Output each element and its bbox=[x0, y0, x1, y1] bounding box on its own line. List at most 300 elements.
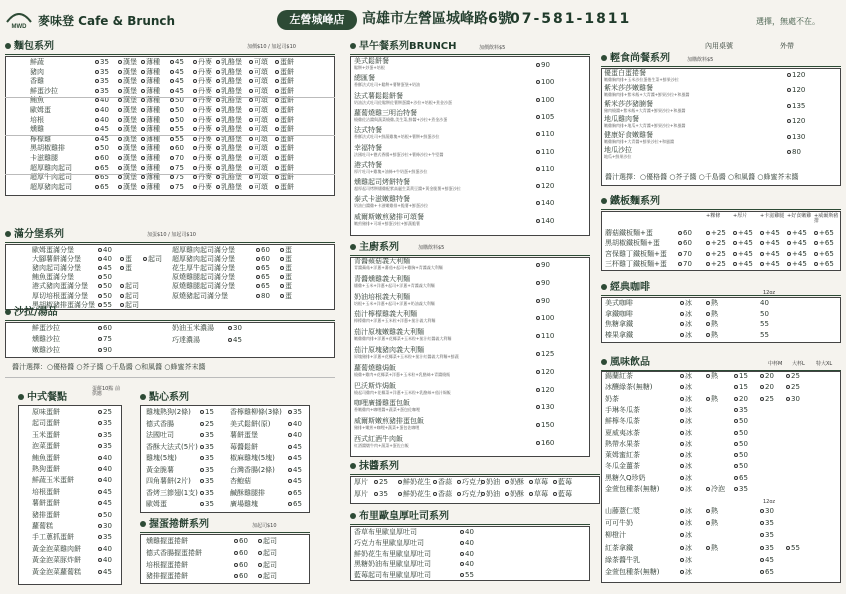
checkbox-icon[interactable] bbox=[98, 467, 102, 471]
checkbox-icon[interactable] bbox=[216, 175, 220, 179]
checkbox-icon[interactable] bbox=[680, 408, 684, 412]
option[interactable] bbox=[216, 97, 242, 104]
checkbox-icon[interactable] bbox=[234, 551, 238, 555]
price-option[interactable] bbox=[678, 240, 692, 247]
checkbox-icon[interactable] bbox=[193, 166, 197, 170]
checkbox-icon[interactable] bbox=[249, 127, 253, 131]
price-option[interactable] bbox=[536, 97, 554, 104]
price-option[interactable] bbox=[288, 490, 302, 497]
option[interactable] bbox=[275, 78, 294, 85]
checkbox-icon[interactable] bbox=[536, 316, 540, 320]
checkbox-icon[interactable] bbox=[141, 89, 145, 93]
checkbox-icon[interactable] bbox=[249, 89, 253, 93]
checkbox-icon[interactable] bbox=[814, 262, 818, 266]
option[interactable] bbox=[680, 569, 692, 576]
checkbox-icon[interactable] bbox=[536, 63, 540, 67]
price-option[interactable] bbox=[95, 107, 109, 114]
checkbox-icon[interactable] bbox=[98, 524, 102, 528]
checkbox-icon[interactable] bbox=[760, 252, 764, 256]
option[interactable] bbox=[193, 136, 212, 143]
checkbox-icon[interactable] bbox=[706, 374, 710, 378]
price-option[interactable] bbox=[786, 396, 800, 403]
price-option[interactable] bbox=[170, 69, 184, 76]
option[interactable] bbox=[141, 59, 160, 66]
price-option[interactable] bbox=[288, 432, 302, 439]
checkbox-icon[interactable] bbox=[734, 442, 738, 446]
option[interactable] bbox=[553, 491, 572, 498]
addon-option[interactable] bbox=[760, 240, 780, 247]
price-option[interactable] bbox=[98, 523, 112, 530]
checkbox-icon[interactable] bbox=[275, 79, 279, 83]
checkbox-icon[interactable] bbox=[706, 231, 710, 235]
option[interactable] bbox=[249, 78, 268, 85]
price-option[interactable] bbox=[536, 333, 554, 340]
checkbox-icon[interactable] bbox=[216, 156, 220, 160]
checkbox-icon[interactable] bbox=[734, 476, 738, 480]
price-option[interactable] bbox=[536, 387, 554, 394]
price-option[interactable] bbox=[170, 107, 184, 114]
price-option[interactable] bbox=[95, 184, 109, 191]
checkbox-icon[interactable] bbox=[433, 492, 437, 496]
price-option[interactable] bbox=[170, 184, 184, 191]
option[interactable] bbox=[118, 78, 137, 85]
option[interactable] bbox=[118, 117, 137, 124]
option[interactable] bbox=[193, 97, 212, 104]
checkbox-icon[interactable] bbox=[216, 166, 220, 170]
checkbox-icon[interactable] bbox=[787, 88, 791, 92]
checkbox-icon[interactable] bbox=[98, 421, 102, 425]
option[interactable] bbox=[258, 550, 277, 557]
checkbox-icon[interactable] bbox=[98, 456, 102, 460]
checkbox-icon[interactable] bbox=[288, 491, 292, 495]
option[interactable] bbox=[706, 486, 725, 493]
checkbox-icon[interactable] bbox=[95, 70, 99, 74]
price-option[interactable] bbox=[760, 557, 774, 564]
checkbox-icon[interactable] bbox=[457, 492, 461, 496]
checkbox-icon[interactable] bbox=[678, 262, 682, 266]
checkbox-icon[interactable] bbox=[734, 419, 738, 423]
checkbox-icon[interactable] bbox=[141, 175, 145, 179]
checkbox-icon[interactable] bbox=[760, 231, 764, 235]
checkbox-icon[interactable] bbox=[141, 146, 145, 150]
option[interactable] bbox=[680, 407, 692, 414]
checkbox-icon[interactable] bbox=[95, 166, 99, 170]
price-option[interactable] bbox=[678, 261, 692, 268]
checkbox-icon[interactable] bbox=[95, 137, 99, 141]
checkbox-icon[interactable] bbox=[680, 442, 684, 446]
checkbox-icon[interactable] bbox=[706, 241, 710, 245]
option[interactable] bbox=[141, 136, 160, 143]
checkbox-icon[interactable] bbox=[258, 551, 262, 555]
option[interactable] bbox=[193, 184, 212, 191]
checkbox-icon[interactable] bbox=[170, 70, 174, 74]
checkbox-icon[interactable] bbox=[680, 397, 684, 401]
checkbox-icon[interactable] bbox=[118, 156, 122, 160]
price-option[interactable] bbox=[460, 572, 474, 579]
option[interactable] bbox=[141, 145, 160, 152]
price-option[interactable] bbox=[95, 78, 109, 85]
checkbox-icon[interactable] bbox=[680, 322, 684, 326]
checkbox-icon[interactable] bbox=[193, 175, 197, 179]
checkbox-icon[interactable] bbox=[374, 492, 378, 496]
checkbox-icon[interactable] bbox=[193, 146, 197, 150]
price-option[interactable] bbox=[170, 88, 184, 95]
checkbox-icon[interactable] bbox=[120, 303, 124, 307]
checkbox-icon[interactable] bbox=[760, 521, 764, 525]
price-option[interactable] bbox=[234, 562, 248, 569]
checkbox-icon[interactable] bbox=[118, 185, 122, 189]
checkbox-icon[interactable] bbox=[275, 60, 279, 64]
option[interactable] bbox=[680, 508, 692, 515]
checkbox-icon[interactable] bbox=[249, 108, 253, 112]
option[interactable] bbox=[216, 78, 242, 85]
checkbox-icon[interactable] bbox=[98, 284, 102, 288]
option[interactable] bbox=[193, 117, 212, 124]
price-option[interactable] bbox=[787, 72, 805, 79]
checkbox-icon[interactable] bbox=[216, 89, 220, 93]
price-option[interactable] bbox=[200, 478, 214, 485]
price-option[interactable] bbox=[98, 512, 112, 519]
addon-option[interactable] bbox=[814, 251, 834, 258]
price-option[interactable] bbox=[170, 136, 184, 143]
option[interactable] bbox=[553, 479, 572, 486]
checkbox-icon[interactable] bbox=[680, 301, 684, 305]
checkbox-icon[interactable] bbox=[118, 166, 122, 170]
price-option[interactable] bbox=[256, 265, 270, 272]
option[interactable] bbox=[275, 97, 294, 104]
checkbox-icon[interactable] bbox=[787, 119, 791, 123]
checkbox-icon[interactable] bbox=[733, 262, 737, 266]
checkbox-icon[interactable] bbox=[98, 513, 102, 517]
checkbox-icon[interactable] bbox=[706, 301, 710, 305]
checkbox-icon[interactable] bbox=[95, 89, 99, 93]
option[interactable] bbox=[505, 491, 524, 498]
price-option[interactable] bbox=[200, 421, 214, 428]
checkbox-icon[interactable] bbox=[536, 405, 540, 409]
price-option[interactable] bbox=[98, 283, 112, 290]
checkbox-icon[interactable] bbox=[170, 79, 174, 83]
price-option[interactable] bbox=[98, 336, 112, 343]
price-option[interactable] bbox=[536, 114, 554, 121]
checkbox-icon[interactable] bbox=[680, 419, 684, 423]
price-option[interactable] bbox=[228, 325, 242, 332]
option[interactable] bbox=[193, 126, 212, 133]
checkbox-icon[interactable] bbox=[120, 257, 124, 261]
option[interactable] bbox=[275, 117, 294, 124]
checkbox-icon[interactable] bbox=[288, 422, 292, 426]
price-option[interactable] bbox=[170, 155, 184, 162]
checkbox-icon[interactable] bbox=[141, 79, 145, 83]
checkbox-icon[interactable] bbox=[787, 262, 791, 266]
price-option[interactable] bbox=[98, 455, 112, 462]
price-option[interactable] bbox=[256, 283, 270, 290]
checkbox-icon[interactable] bbox=[536, 167, 540, 171]
checkbox-icon[interactable] bbox=[234, 563, 238, 567]
checkbox-icon[interactable] bbox=[118, 137, 122, 141]
checkbox-icon[interactable] bbox=[98, 266, 102, 270]
checkbox-icon[interactable] bbox=[734, 374, 738, 378]
price-option[interactable] bbox=[95, 174, 109, 181]
checkbox-icon[interactable] bbox=[787, 150, 791, 154]
checkbox-icon[interactable] bbox=[275, 70, 279, 74]
option[interactable] bbox=[249, 145, 268, 152]
checkbox-icon[interactable] bbox=[481, 492, 485, 496]
option[interactable] bbox=[216, 117, 242, 124]
checkbox-icon[interactable] bbox=[118, 60, 122, 64]
checkbox-icon[interactable] bbox=[536, 115, 540, 119]
option[interactable] bbox=[280, 265, 292, 272]
checkbox-icon[interactable] bbox=[170, 89, 174, 93]
price-option[interactable] bbox=[98, 302, 112, 309]
checkbox-icon[interactable] bbox=[460, 552, 464, 556]
checkbox-icon[interactable] bbox=[460, 573, 464, 577]
checkbox-icon[interactable] bbox=[680, 385, 684, 389]
option[interactable] bbox=[249, 174, 268, 181]
checkbox-icon[interactable] bbox=[460, 541, 464, 545]
checkbox-icon[interactable] bbox=[249, 175, 253, 179]
option[interactable] bbox=[120, 302, 139, 309]
option[interactable] bbox=[141, 155, 160, 162]
option[interactable] bbox=[680, 430, 692, 437]
price-option[interactable] bbox=[170, 126, 184, 133]
checkbox-icon[interactable] bbox=[706, 509, 710, 513]
checkbox-icon[interactable] bbox=[706, 322, 710, 326]
price-option[interactable] bbox=[288, 455, 302, 462]
option[interactable] bbox=[706, 300, 718, 307]
price-option[interactable] bbox=[734, 407, 748, 414]
option[interactable] bbox=[529, 479, 548, 486]
checkbox-icon[interactable] bbox=[216, 127, 220, 131]
checkbox-icon[interactable] bbox=[193, 89, 197, 93]
price-option[interactable] bbox=[760, 520, 774, 527]
checkbox-icon[interactable] bbox=[536, 299, 540, 303]
checkbox-icon[interactable] bbox=[678, 241, 682, 245]
option[interactable] bbox=[249, 155, 268, 162]
price-option[interactable] bbox=[786, 384, 800, 391]
checkbox-icon[interactable] bbox=[170, 137, 174, 141]
price-option[interactable] bbox=[536, 149, 554, 156]
checkbox-icon[interactable] bbox=[275, 137, 279, 141]
option[interactable] bbox=[141, 184, 160, 191]
checkbox-icon[interactable] bbox=[193, 108, 197, 112]
option[interactable] bbox=[680, 332, 692, 339]
checkbox-icon[interactable] bbox=[95, 185, 99, 189]
checkbox-icon[interactable] bbox=[95, 175, 99, 179]
checkbox-icon[interactable] bbox=[249, 70, 253, 74]
price-option[interactable] bbox=[760, 396, 774, 403]
option[interactable] bbox=[680, 532, 692, 539]
option[interactable] bbox=[249, 97, 268, 104]
checkbox-icon[interactable] bbox=[98, 547, 102, 551]
checkbox-icon[interactable] bbox=[706, 546, 710, 550]
price-option[interactable] bbox=[170, 165, 184, 172]
option[interactable] bbox=[249, 107, 268, 114]
checkbox-icon[interactable] bbox=[200, 433, 204, 437]
option[interactable] bbox=[258, 573, 277, 580]
checkbox-icon[interactable] bbox=[275, 118, 279, 122]
price-option[interactable] bbox=[95, 126, 109, 133]
checkbox-icon[interactable] bbox=[193, 156, 197, 160]
price-option[interactable] bbox=[536, 183, 554, 190]
price-option[interactable] bbox=[734, 452, 748, 459]
option[interactable] bbox=[680, 321, 692, 328]
checkbox-icon[interactable] bbox=[98, 433, 102, 437]
option[interactable] bbox=[249, 117, 268, 124]
option[interactable] bbox=[118, 136, 137, 143]
checkbox-icon[interactable] bbox=[760, 241, 764, 245]
checkbox-icon[interactable] bbox=[536, 98, 540, 102]
checkbox-icon[interactable] bbox=[98, 558, 102, 562]
checkbox-icon[interactable] bbox=[141, 108, 145, 112]
price-option[interactable] bbox=[760, 373, 774, 380]
checkbox-icon[interactable] bbox=[680, 487, 684, 491]
option[interactable] bbox=[249, 136, 268, 143]
price-option[interactable] bbox=[734, 463, 748, 470]
checkbox-icon[interactable] bbox=[275, 156, 279, 160]
option[interactable] bbox=[118, 126, 137, 133]
checkbox-icon[interactable] bbox=[98, 501, 102, 505]
checkbox-icon[interactable] bbox=[98, 490, 102, 494]
price-option[interactable] bbox=[98, 420, 112, 427]
option[interactable] bbox=[706, 311, 718, 318]
price-option[interactable] bbox=[536, 200, 554, 207]
checkbox-icon[interactable] bbox=[141, 127, 145, 131]
addon-option[interactable] bbox=[760, 251, 780, 258]
price-option[interactable] bbox=[760, 384, 774, 391]
price-option[interactable] bbox=[536, 131, 554, 138]
option[interactable] bbox=[275, 126, 294, 133]
checkbox-icon[interactable] bbox=[95, 146, 99, 150]
option[interactable] bbox=[680, 475, 692, 482]
price-option[interactable] bbox=[170, 97, 184, 104]
checkbox-icon[interactable] bbox=[98, 535, 102, 539]
price-option[interactable] bbox=[288, 444, 302, 451]
checkbox-icon[interactable] bbox=[288, 410, 292, 414]
price-option[interactable] bbox=[98, 466, 112, 473]
price-option[interactable] bbox=[678, 230, 692, 237]
option[interactable] bbox=[280, 247, 292, 254]
checkbox-icon[interactable] bbox=[787, 252, 791, 256]
checkbox-icon[interactable] bbox=[193, 98, 197, 102]
checkbox-icon[interactable] bbox=[118, 98, 122, 102]
option[interactable] bbox=[120, 265, 132, 272]
checkbox-icon[interactable] bbox=[95, 98, 99, 102]
option[interactable] bbox=[680, 557, 692, 564]
checkbox-icon[interactable] bbox=[118, 108, 122, 112]
price-option[interactable] bbox=[98, 265, 112, 272]
option[interactable] bbox=[193, 107, 212, 114]
option[interactable] bbox=[249, 126, 268, 133]
checkbox-icon[interactable] bbox=[216, 146, 220, 150]
checkbox-icon[interactable] bbox=[787, 231, 791, 235]
option[interactable] bbox=[680, 463, 692, 470]
checkbox-icon[interactable] bbox=[141, 156, 145, 160]
checkbox-icon[interactable] bbox=[536, 80, 540, 84]
option[interactable] bbox=[193, 174, 212, 181]
option[interactable] bbox=[433, 479, 452, 486]
checkbox-icon[interactable] bbox=[457, 480, 461, 484]
option[interactable] bbox=[216, 184, 242, 191]
checkbox-icon[interactable] bbox=[734, 464, 738, 468]
option[interactable] bbox=[275, 174, 294, 181]
checkbox-icon[interactable] bbox=[275, 146, 279, 150]
price-option[interactable] bbox=[98, 534, 112, 541]
checkbox-icon[interactable] bbox=[706, 312, 710, 316]
checkbox-icon[interactable] bbox=[536, 334, 540, 338]
price-option[interactable] bbox=[678, 251, 692, 258]
price-option[interactable] bbox=[95, 165, 109, 172]
option[interactable] bbox=[706, 321, 718, 328]
checkbox-icon[interactable] bbox=[680, 453, 684, 457]
option[interactable] bbox=[120, 293, 139, 300]
option[interactable] bbox=[433, 491, 452, 498]
checkbox-icon[interactable] bbox=[258, 563, 262, 567]
option[interactable] bbox=[141, 126, 160, 133]
checkbox-icon[interactable] bbox=[141, 185, 145, 189]
checkbox-icon[interactable] bbox=[95, 108, 99, 112]
option[interactable] bbox=[141, 165, 160, 172]
checkbox-icon[interactable] bbox=[760, 374, 764, 378]
checkbox-icon[interactable] bbox=[280, 275, 284, 279]
checkbox-icon[interactable] bbox=[98, 337, 102, 341]
checkbox-icon[interactable] bbox=[734, 397, 738, 401]
checkbox-icon[interactable] bbox=[280, 257, 284, 261]
checkbox-icon[interactable] bbox=[141, 166, 145, 170]
price-option[interactable] bbox=[98, 569, 112, 576]
checkbox-icon[interactable] bbox=[786, 397, 790, 401]
checkbox-icon[interactable] bbox=[536, 184, 540, 188]
checkbox-icon[interactable] bbox=[200, 422, 204, 426]
option[interactable] bbox=[141, 117, 160, 124]
checkbox-icon[interactable] bbox=[733, 241, 737, 245]
price-option[interactable] bbox=[536, 351, 554, 358]
price-option[interactable] bbox=[460, 529, 474, 536]
checkbox-icon[interactable] bbox=[193, 60, 197, 64]
checkbox-icon[interactable] bbox=[760, 558, 764, 562]
option[interactable] bbox=[275, 59, 294, 66]
price-option[interactable] bbox=[95, 59, 109, 66]
price-option[interactable] bbox=[95, 88, 109, 95]
checkbox-icon[interactable] bbox=[288, 502, 292, 506]
option[interactable] bbox=[216, 174, 242, 181]
checkbox-icon[interactable] bbox=[536, 370, 540, 374]
price-option[interactable] bbox=[536, 166, 554, 173]
option[interactable] bbox=[118, 145, 137, 152]
addon-option[interactable] bbox=[787, 251, 807, 258]
checkbox-icon[interactable] bbox=[170, 156, 174, 160]
option[interactable] bbox=[249, 184, 268, 191]
checkbox-icon[interactable] bbox=[200, 410, 204, 414]
checkbox-icon[interactable] bbox=[529, 480, 533, 484]
price-option[interactable] bbox=[234, 550, 248, 557]
price-option[interactable] bbox=[374, 479, 388, 486]
option[interactable] bbox=[275, 88, 294, 95]
price-option[interactable] bbox=[98, 500, 112, 507]
checkbox-icon[interactable] bbox=[200, 502, 204, 506]
checkbox-icon[interactable] bbox=[553, 480, 557, 484]
option[interactable] bbox=[118, 88, 137, 95]
option[interactable] bbox=[249, 59, 268, 66]
price-option[interactable] bbox=[98, 477, 112, 484]
price-option[interactable] bbox=[734, 396, 748, 403]
option[interactable] bbox=[193, 78, 212, 85]
option[interactable] bbox=[216, 107, 242, 114]
checkbox-icon[interactable] bbox=[120, 266, 124, 270]
option[interactable] bbox=[398, 479, 431, 486]
checkbox-icon[interactable] bbox=[706, 252, 710, 256]
checkbox-icon[interactable] bbox=[680, 312, 684, 316]
price-option[interactable] bbox=[288, 421, 302, 428]
